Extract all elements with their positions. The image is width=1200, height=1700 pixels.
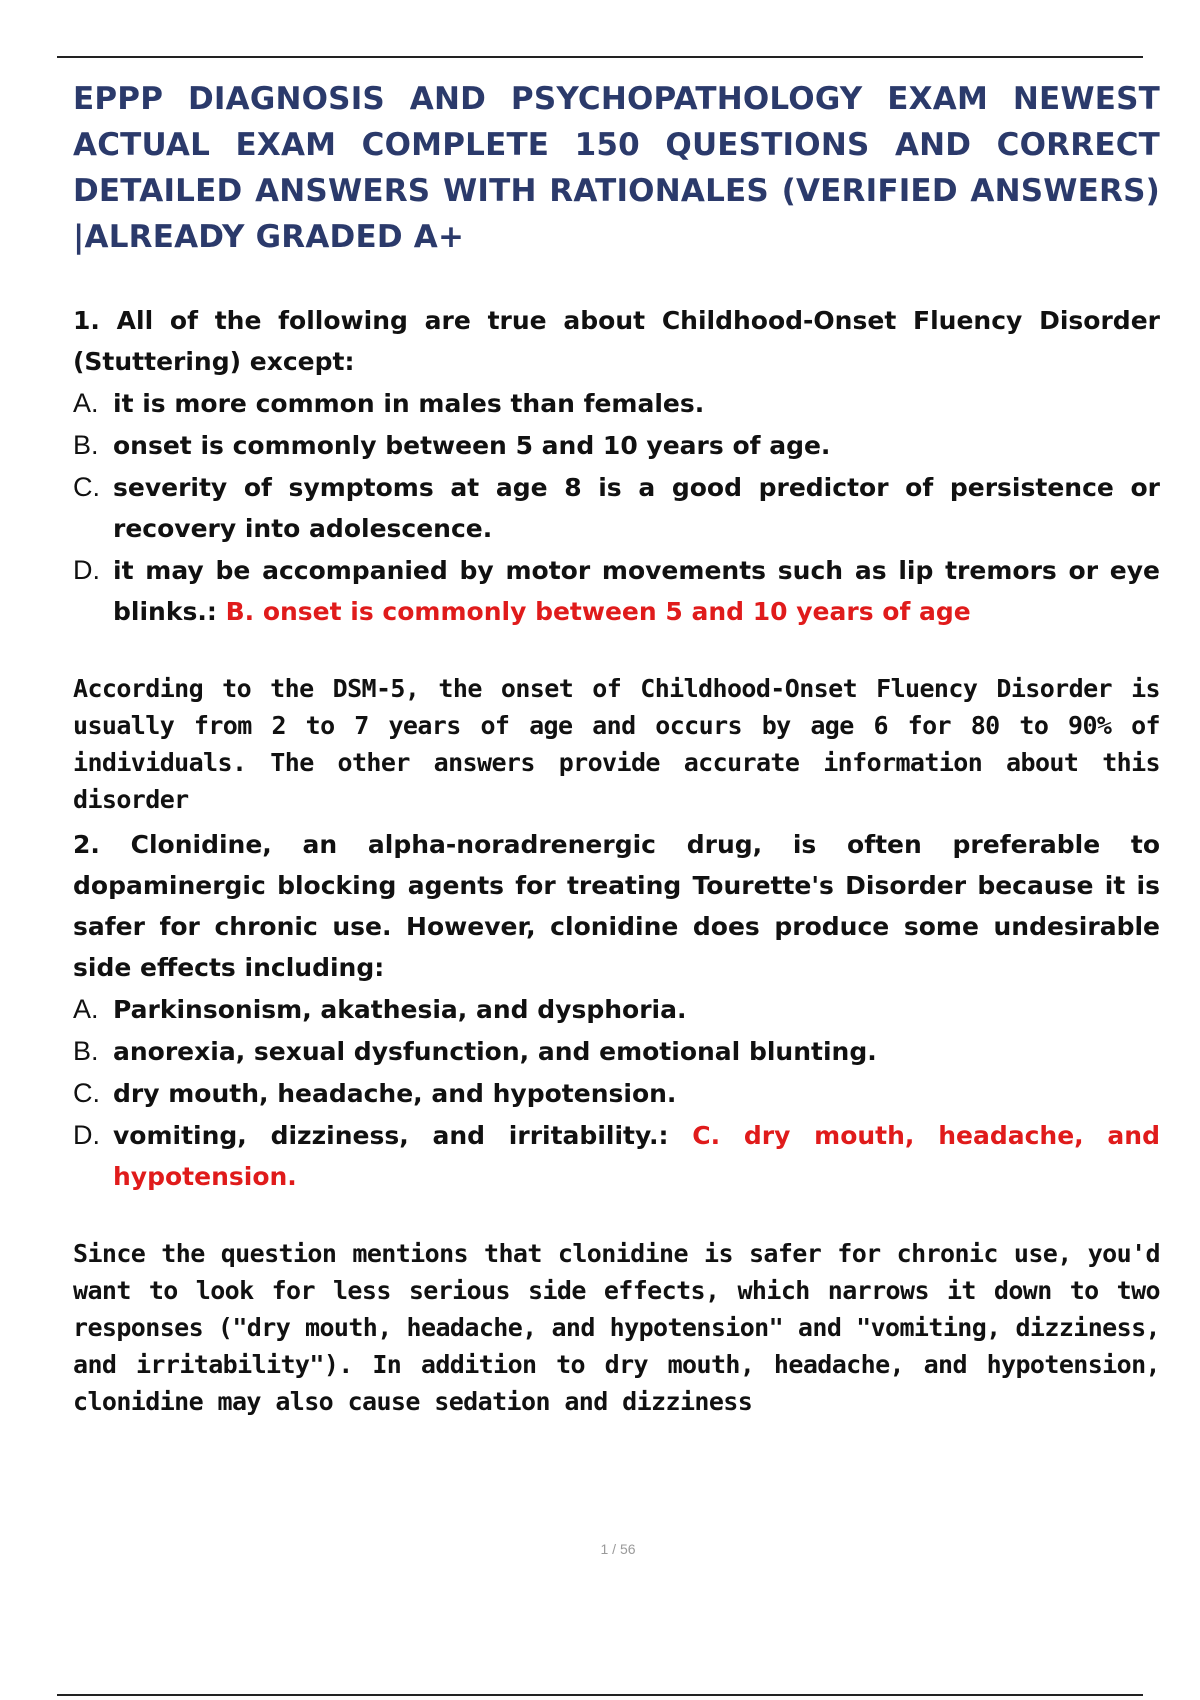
- option-a: [73, 989, 1160, 1030]
- option-list: [73, 989, 1160, 1197]
- document-page: [73, 76, 1160, 1420]
- option-text: it may be accompanied by motor movements such as lip tremors or eye blinks.:: [113, 556, 1160, 626]
- option-text: it is more common in males than females.: [113, 389, 705, 418]
- option-text: dry mouth, headache, and hypotension.: [113, 1079, 677, 1108]
- option-text: vomiting, dizziness, and irritability.:: [113, 1121, 669, 1150]
- option-letter: A.: [73, 388, 99, 418]
- option-letter: C.: [73, 472, 100, 502]
- question-1: [73, 300, 1160, 632]
- option-c: [73, 1073, 1160, 1114]
- question-stem: 2. Clonidine, an alpha-noradrenergic drug, is often preferable to dopaminergic blocking agents for treating Tourette's Disorder because it is safer for chronic use. However, clonidine does produce some undesirable side effects including:: [73, 830, 1160, 982]
- option-letter: D.: [73, 555, 100, 585]
- rationale-1: According to the DSM-5, the onset of Childhood-Onset Fluency Disorder is usually from 2 to 7 years of age and occurs by age 6 for 80 to 90% of individuals. The other answers provide accurate information about this disorder: [73, 674, 1160, 814]
- top-rule: [57, 56, 1143, 58]
- option-text: Parkinsonism, akathesia, and dysphoria.: [113, 995, 687, 1024]
- bottom-rule: [57, 1694, 1143, 1696]
- option-c: [73, 467, 1160, 549]
- option-d: [73, 550, 1160, 632]
- page-indicator: 1 / 56: [600, 1541, 636, 1557]
- option-b: [73, 1031, 1160, 1072]
- option-letter: A.: [73, 994, 99, 1024]
- option-text: severity of symptoms at age 8 is a good predictor of persistence or recovery into adolescence.: [113, 473, 1160, 543]
- option-d: [73, 1115, 1160, 1197]
- option-a: [73, 383, 1160, 424]
- option-letter: B.: [73, 1036, 99, 1066]
- option-letter: B.: [73, 430, 99, 460]
- correct-answer: B. onset is commonly between 5 and 10 years of age: [225, 597, 971, 626]
- question-stem: 1. All of the following are true about Childhood-Onset Fluency Disorder (Stuttering) except:: [73, 306, 1160, 376]
- option-text-with-answer: [113, 550, 1160, 632]
- option-b: [73, 425, 1160, 466]
- option-text-with-answer: [113, 1115, 1160, 1197]
- option-list: [73, 383, 1160, 632]
- question-2: [73, 824, 1160, 1197]
- option-letter: C.: [73, 1078, 100, 1108]
- option-text: anorexia, sexual dysfunction, and emotional blunting.: [113, 1037, 877, 1066]
- option-letter: D.: [73, 1120, 100, 1150]
- correct-answer: C. dry mouth, headache, and hypotension.: [113, 1121, 1160, 1191]
- option-text: onset is commonly between 5 and 10 years of age.: [113, 431, 831, 460]
- rationale-2: Since the question mentions that clonidine is safer for chronic use, you'd want to look for less serious side effects, which narrows it down to two responses ("dry mouth, headache, and hypotension" and "vomiting, dizziness, and irritability"). In addition to dry mouth, headache, and hypotension, clonidine may also cause sedation and dizziness: [73, 1239, 1160, 1416]
- document-title: EPPP DIAGNOSIS AND PSYCHOPATHOLOGY EXAM NEWEST ACTUAL EXAM COMPLETE 150 QUESTIONS AND CORRECT DETAILED ANSWERS WITH RATIONALES (VERIFIED ANSWERS) |ALREADY GRADED A+: [73, 81, 1160, 255]
